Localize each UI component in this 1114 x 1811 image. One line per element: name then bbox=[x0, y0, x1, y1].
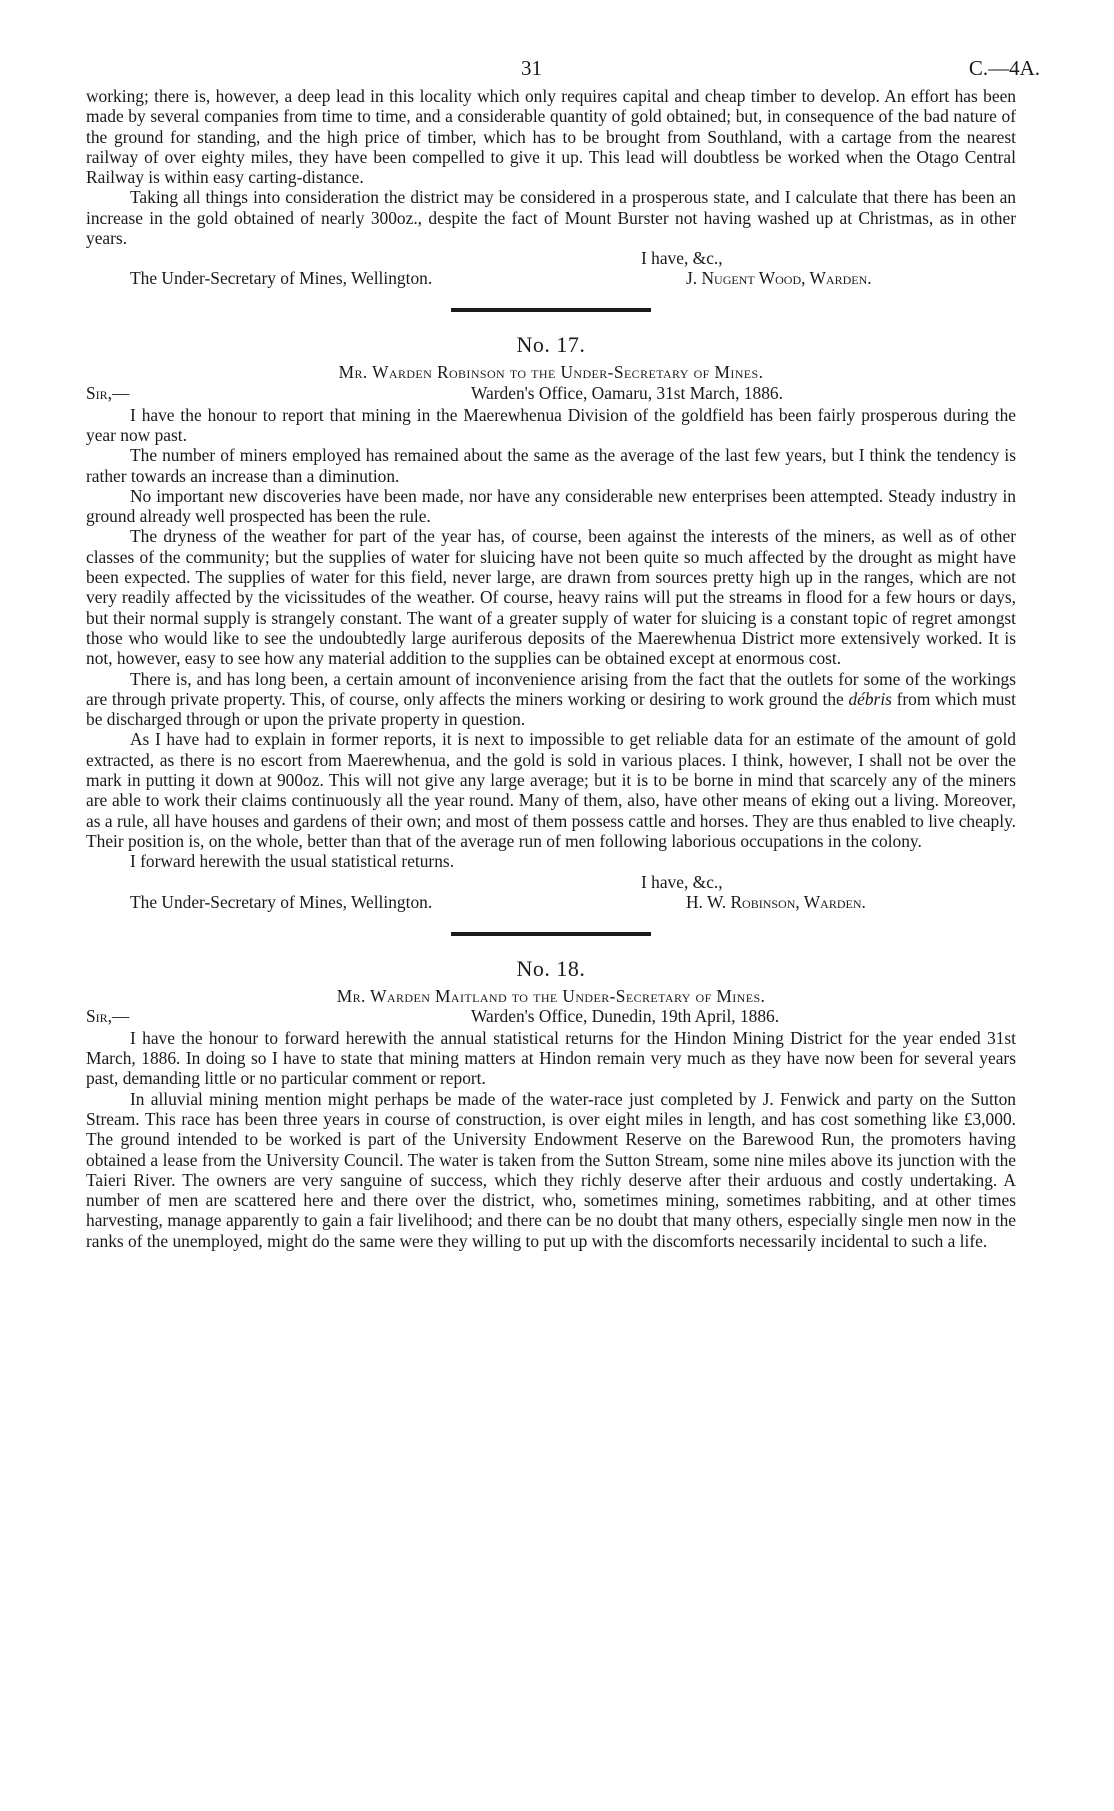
paragraph: I have the honour to forward herewith the annual statistical returns for the Hindon Mining District for the year ended 31st March, 1886. In doing so I have to state that mining matters at Hindon remain very much as they have now been for several years past, demanding little or no particular comment or report. bbox=[86, 1027, 1016, 1089]
document-reference: C.—4A. bbox=[968, 56, 1040, 80]
signoff bbox=[86, 872, 1016, 912]
paragraph: I forward herewith the usual statistical returns. bbox=[130, 851, 455, 872]
signature: H. W. Robinson, Warden. bbox=[686, 891, 866, 912]
page-number: 31 bbox=[521, 56, 542, 80]
paragraph: I have the honour to report that mining in the Maerewhenua Division of the goldfield has been fairly prosperous during the year now past. bbox=[86, 404, 1016, 445]
dateline bbox=[86, 383, 1016, 405]
paragraph: working; there is, however, a deep lead in this locality which only requires capital and cheap timber to develop. An effort has been made by several companies from time to time, and a considerable quantity of gold obtained; but, in consequence of the bad nature of the ground for standing, and the high price of timber, which has to be brought from Southland, with a cartage from the nearest railway of over eighty miles, they have been compelled to give it up. This lead will doubtless be worked when the Otago Central Railway is within easy carting-distance. bbox=[86, 86, 1016, 188]
section-title: No. 17. bbox=[516, 332, 586, 358]
paragraph: The number of miners employed has remained about the same as the average of the last few years, but I think the tendency is rather towards an increase than a diminution. bbox=[86, 445, 1016, 486]
section-title: No. 18. bbox=[516, 955, 586, 981]
paragraph-text: from which must be discharged through or upon the private property in question. bbox=[86, 688, 1017, 730]
closing-phrase: I have, &c., bbox=[641, 871, 723, 892]
paragraph: The dryness of the weather for part of the year has, of course, been against the interests of the miners, as well as of other classes of the community; but the supplies of water for sluicing have not been quite so much affected by the drought as might have been expected. The supplies of water for this field, never large, are drawn from sources pretty high up in the ranges, which are not very readily affected by the vicissitudes of the weather. Of course, heavy rains will put the streams in flood for a few hours or days, but their normal supply is strangely constant. The want of a greater supply of water for sluicing is a constant topic of regret amongst those who would like to see the undoubtedly large auriferous deposits of the Maerewhenua District more extensively worked. It is not, however, easy to see how any material addition to the supplies can be obtained except at enormous cost. bbox=[86, 526, 1016, 669]
page-header bbox=[86, 0, 1040, 86]
section-18 bbox=[86, 956, 1016, 1252]
section-subtitle: Mr. Warden Robinson to the Under-Secretary of Mines. bbox=[338, 362, 764, 383]
section-divider bbox=[451, 932, 651, 936]
signoff bbox=[86, 248, 1016, 288]
salutation: Sir,— bbox=[86, 1005, 130, 1026]
document-page bbox=[86, 0, 1040, 1251]
section-subtitle: Mr. Warden Maitland to the Under-Secretary of Mines. bbox=[336, 985, 766, 1006]
closing-phrase: I have, &c., bbox=[641, 248, 723, 269]
paragraph bbox=[86, 669, 1016, 730]
addressee: The Under-Secretary of Mines, Wellington. bbox=[130, 891, 433, 912]
office-date: Warden's Office, Oamaru, 31st March, 1886. bbox=[471, 382, 783, 403]
paragraph: No important new discoveries have been made, nor have any considerable new enterprises been attempted. Steady industry in ground already well prospected has been the rule. bbox=[86, 485, 1016, 527]
dateline bbox=[86, 1006, 1016, 1028]
section-divider bbox=[451, 308, 651, 312]
italic-term: débris bbox=[848, 688, 892, 709]
paragraph-text: There is, and has long been, a certain amount of inconvenience arising from the fact that the outlets for some of the workings are through private property. This, of course, only affects the miners working or desiring to work ground the bbox=[86, 668, 1016, 709]
paragraph: As I have had to explain in former reports, it is next to impossible to get reliable data for an estimate of the amount of gold extracted, as there is no escort from Maerewhenua, and the gold is sold in various places. I think, however, I shall not be over the mark in putting it down at 900oz. This will not give any large average; but it is to be borne in mind that scarcely any of the miners are able to work their claims continuously all the year round. Many of them, also, have other means of eking out a living. Moreover, as a rule, all have houses and gardens of their own; and most of them possess cattle and horses. They are thus enabled to live cheaply. Their position is, on the whole, better than that of the average run of men following laborious occupations in the colony. bbox=[86, 729, 1016, 851]
paragraph: In alluvial mining mention might perhaps be made of the water-race just completed by J. Fenwick and party on the Sutton Stream. This race has been three years in course of construction, is over eight miles in length, and has cost something like £3,000. The ground intended to be worked is part of the University Endowment Reserve on the Barewood Run, the promoters having obtained a lease from the University Council. The water is taken from the Sutton Stream, some nine miles above its junction with the Taieri River. The owners are very sanguine of success, which they richly deserve after their arduous and costly undertaking. A number of men are scattered here and there over the district, who, sometimes mining, sometimes rabbiting, and at other times harvesting, manage apparently to gain a fair livelihood; and there can be no doubt that many others, especially single men now in the ranks of the unemployed, might do the same were they willing to put up with the discomforts necessarily incidental to such a life. bbox=[86, 1088, 1016, 1251]
signature: J. Nugent Wood, Warden. bbox=[686, 268, 872, 289]
section-16-continuation bbox=[86, 86, 1016, 288]
section-17 bbox=[86, 332, 1016, 911]
addressee: The Under-Secretary of Mines, Wellington. bbox=[130, 268, 433, 289]
salutation: Sir,— bbox=[86, 382, 130, 403]
paragraph: Taking all things into consideration the district may be considered in a prosperous state, and I calculate that there has been an increase in the gold obtained of nearly 300oz., despite the fact of Mount Burster not having washed up at Christmas, as in other years. bbox=[86, 187, 1016, 249]
office-date: Warden's Office, Dunedin, 19th April, 1886. bbox=[471, 1005, 780, 1026]
